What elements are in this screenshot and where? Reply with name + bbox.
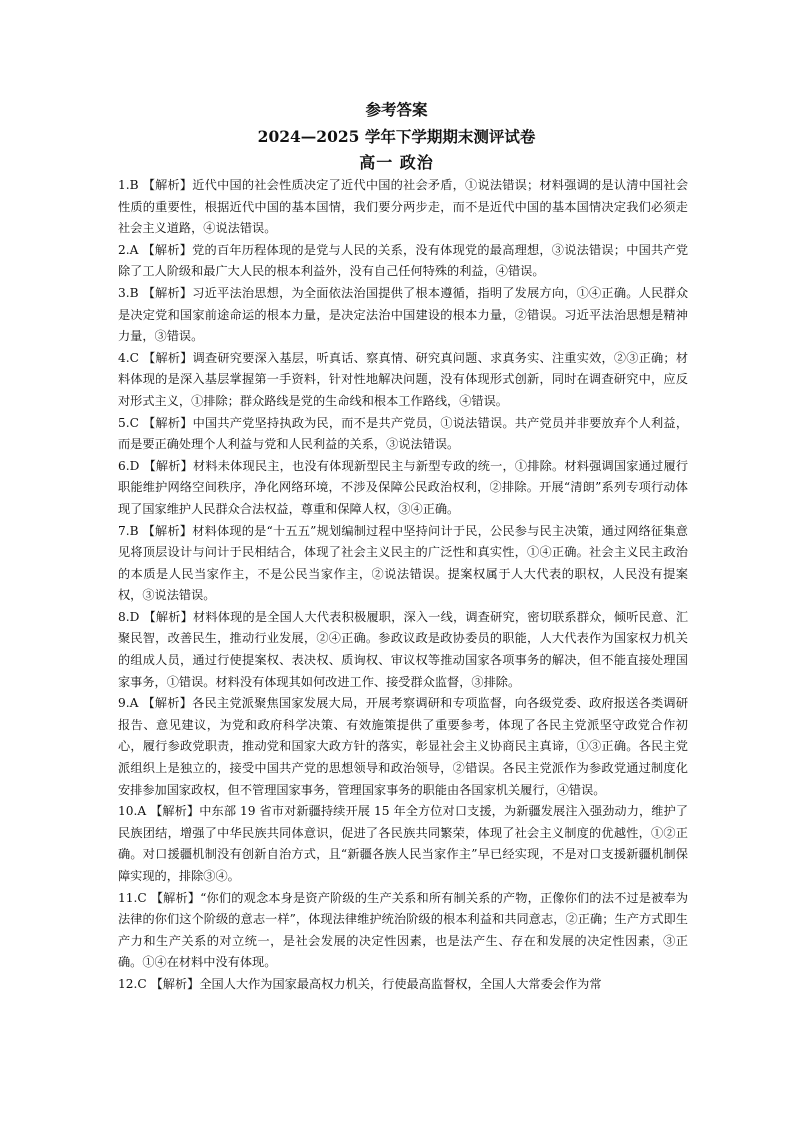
answer-item [118, 413, 688, 456]
answer-item [118, 348, 688, 413]
answer-text: 【解析】党的百年历程体现的是党与人民的关系，没有体现党的最高理想，③说法错误；中国共产党除了工人阶级和最广大人民的根本利益外，没有自己任何特殊的利益，④错误。 [118, 242, 689, 279]
answer-number: 11.C [118, 890, 147, 905]
answer-number: 5.C [118, 415, 139, 430]
answer-item [118, 456, 688, 521]
answer-text: 【解析】材料体现的是全国人大代表积极履职，深入一线，调查研究，密切联系群众，倾听民意、汇聚民智，改善民生，推动行业发展，②④正确。参政议政是政协委员的职能，人大代表作为国家权力机关的组成人员，通过行使提案权、表决权、质询权、审议权等推动国家各项事务的解决，但不能直接处理国家事务，①错误。材料没有体现其如何改进工作、接受群众监督，③排除。 [118, 609, 689, 689]
answer-text: 【解析】习近平法治思想，为全面依法治国提供了根本遵循，指明了发展方向，①④正确。人民群众是决定党和国家前途命运的根本力量，是决定法治中国建设的根本力量，②错误。习近平法治思想是精神力量，③错误。 [118, 285, 689, 344]
answer-text: 【解析】调查研究要深入基层，听真话、察真情、研究真问题、求真务实、注重实效，②③正确；材料体现的是深入基层掌握第一手资料，针对性地解决问题，没有体现形式创新，同时在调查研究中，应反对形式主义，①排除；群众路线是党的生命线和根本工作路线，④错误。 [118, 350, 689, 408]
answer-number: 2.A [118, 242, 139, 257]
answer-item [118, 801, 688, 887]
answer-number: 1.B [118, 178, 139, 192]
subject-title: 高一 政治 [359, 153, 434, 172]
answer-number: 7.B [118, 523, 139, 538]
answer-text: 【解析】“你们的观念本身是资产阶级的生产关系和所有制关系的产物，正像你们的法不过是被奉为法律的你们这个阶级的意志一样”，体现法律维护统治阶级的根本利益和共同意志，②正确；生产方式即生产力和生产关系的对立统一，是社会发展的决定性因素，也是法产生、存在和发展的决定性因素，③正确。①④在材料中没有体现。 [118, 890, 689, 970]
answer-text: 【解析】全国人大作为国家最高权力机关，行使最高监督权，全国人大常委会作为常 [150, 976, 602, 991]
answer-item [118, 175, 688, 240]
answer-item [118, 974, 688, 996]
answer-item [118, 888, 688, 974]
answer-text: 【解析】材料未体现民主，也没有体现新型民主与新型专政的统一，①排除。材料强调国家通过履行职能维护网络空间秩序，净化网络环境，不涉及保障公民政治权利，②排除。开展“清朗”系列专项行动体现了国家维护人民群众合法权益，尊重和保障人权，③④正确。 [118, 458, 689, 516]
answer-number: 12.C [118, 976, 147, 991]
answer-number: 10.A [118, 804, 147, 819]
page-title: 参考答案 [365, 100, 428, 119]
answer-text: 【解析】中东部 19 省市对新疆持续开展 15 年全方位对口支援，为新疆发展注入强劲动力，维护了民族团结，增强了中华民族共同体意识，促进了各民族共同繁荣，体现了社会主义制度的优越性，①②正确。对口援疆机制没有创新自治方式，且“新疆各族人民当家作主”早已经实现，不是对口支援新疆机制保障实现的，排除③④。 [118, 804, 689, 883]
answer-item [118, 283, 688, 348]
answer-number: 4.C [118, 350, 139, 365]
answer-text: 【解析】近代中国的社会性质决定了近代中国的社会矛盾，①说法错误；材料强调的是认清中国社会性质的重要性，根据近代中国的基本国情，我们要分两步走，而不是近代中国的基本国情决定我们必须走社会主义道路，④说法错误。 [118, 178, 689, 236]
answer-text: 【解析】材料体现的是“十五五”规划编制过程中坚持问计于民，公民参与民主决策，通过网络征集意见将顶层设计与问计于民相结合，体现了社会主义民主的广泛性和真实性，①④正确。社会主义民主政治的本质是人民当家作主，不是公民当家作主，②说法错误。提案权属于人大代表的职权，人民没有提案权，③说法错误。 [118, 523, 688, 603]
answer-item [118, 521, 688, 607]
answer-number: 8.D [118, 609, 140, 624]
answer-item [118, 693, 688, 801]
answer-item [118, 607, 688, 693]
answer-number: 6.D [118, 458, 140, 473]
answer-number: 9.A [118, 696, 139, 711]
answer-list [118, 175, 688, 996]
exam-title: 2024—2025 学年下学期期末测评试卷 [257, 127, 536, 146]
answer-text: 【解析】各民主党派聚焦国家发展大局，开展考察调研和专项监督，向各级党委、政府报送各类调研报告、意见建议，为党和政府科学决策、有效施策提供了重要参考，体现了各民主党派坚守政党合作初心，履行参政党职责，推动党和国家大政方针的落实，彰显社会主义协商民主真谛，①③正确。各民主党派组织上是独立的，接受中国共产党的思想领导和政治领导，②错误。各民主党派作为参政党通过制度化安排参加国家政权，但不管理国家事务，管理国家事务的职能由各国家机关履行，④错误。 [118, 696, 689, 797]
answer-number: 3.B [118, 285, 139, 300]
answer-text: 【解析】中国共产党坚持执政为民，而不是共产党员，①说法错误。共产党员并非要放弃个人利益，而是要正确处理个人利益与党和人民利益的关系，③说法错误。 [118, 415, 689, 452]
answer-item [118, 240, 688, 283]
